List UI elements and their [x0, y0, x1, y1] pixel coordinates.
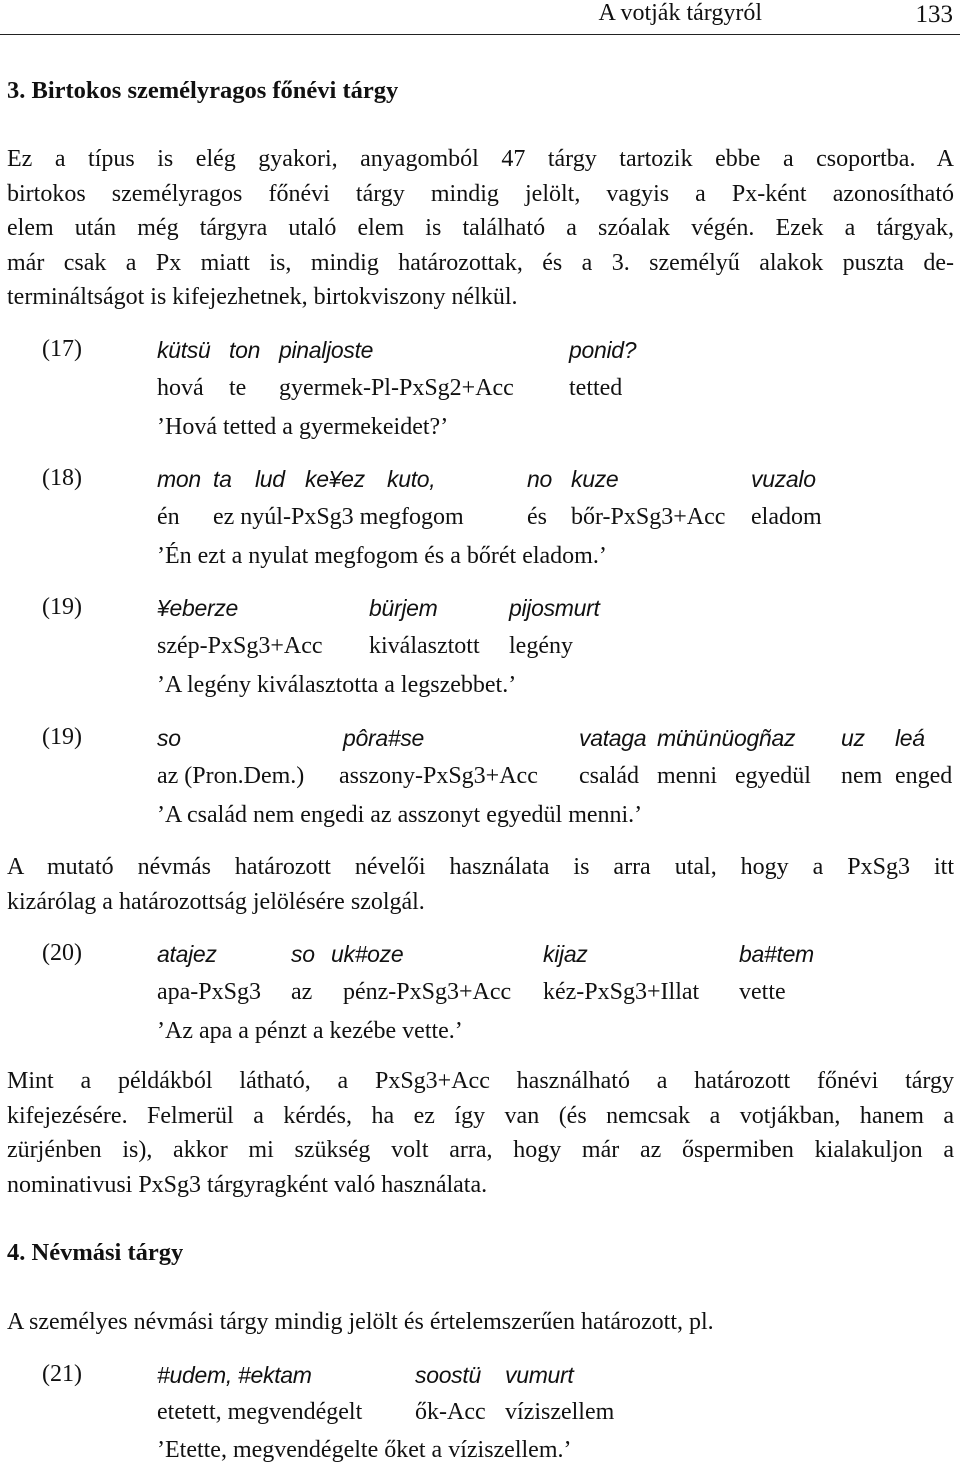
- example-translation: ’Az apa a pénzt a kezébe vette.’: [157, 1018, 463, 1044]
- source-word: #udem, #ektam: [157, 1362, 312, 1388]
- paragraph-2: [7, 850, 954, 919]
- gloss-word: kiválasztott: [369, 633, 480, 659]
- source-word: bürjem: [369, 595, 438, 621]
- gloss-word: tetted: [569, 375, 623, 401]
- gloss-word: etetett, megvendégelt: [157, 1399, 363, 1425]
- source-word: ba#tem: [739, 941, 814, 967]
- example-number: (19): [42, 724, 82, 750]
- section-heading-4: 4. Névmási tárgy: [7, 1239, 184, 1266]
- example-translation: ’A család nem engedi az asszonyt egyedül menni.’: [157, 802, 643, 828]
- source-word: pinaljoste: [279, 337, 374, 363]
- source-word: uz: [841, 725, 865, 751]
- paragraph-3: [7, 1064, 954, 1202]
- source-word: so: [291, 941, 315, 967]
- source-word: soostü: [415, 1362, 481, 1388]
- paragraph-line: kizárólag a határozottság jelölésére szolgál.: [7, 888, 425, 915]
- gloss-word: te: [229, 375, 247, 401]
- source-word: kijaz: [543, 941, 588, 967]
- source-word: kütsü: [157, 337, 211, 363]
- paragraph-line: zürjénben is), akkor mi szükség volt arra, hogy már az őspermiben kialakuljon a: [7, 1137, 954, 1163]
- running-header: [0, 0, 960, 35]
- source-word: ke¥ez: [305, 466, 365, 492]
- gloss-word: bőr-PxSg3+Acc: [571, 504, 726, 530]
- source-word: lud: [255, 466, 285, 492]
- example-number: (18): [42, 465, 82, 491]
- source-word: vumurt: [505, 1362, 574, 1388]
- gloss-word: gyermek-Pl-PxSg2+Acc: [279, 375, 514, 401]
- example-number: (20): [42, 940, 82, 966]
- paragraph-line: kifejezésére. Felmerül a kérdés, ha ez így van (és nemcsak a votjákban, hanem a: [7, 1102, 954, 1129]
- paragraph-line: termináltságot is kifejezhetnek, birtokviszony nélkül.: [7, 284, 518, 310]
- source-word: so: [157, 725, 181, 751]
- source-word: uk#oze: [331, 941, 404, 967]
- example-translation: ’Etette, megvendégelte őket a víziszellem.’: [157, 1437, 572, 1463]
- source-word: vuzalo: [751, 466, 816, 492]
- example-translation: ’Hová tetted a gyermekeidet?’: [157, 414, 449, 440]
- paragraph-1: [7, 142, 954, 315]
- source-word: nüogñaz: [709, 725, 796, 751]
- example-number: (19): [42, 594, 82, 620]
- example-translation: ’Én ezt a nyulat megfogom és a bőrét eladom.’: [157, 543, 607, 569]
- paragraph-line: Ez a típus is elég gyakori, anyagomból 47 tárgy tartozik ebbe a csoportba. A: [7, 146, 954, 172]
- example-number: (17): [42, 336, 82, 362]
- gloss-word: víziszellem: [505, 1399, 615, 1425]
- gloss-word: az (Pron.Dem.): [157, 763, 305, 789]
- paragraph-line: A mutató névmás határozott névelői használata is arra utal, hogy a PxSg3 itt: [7, 854, 954, 880]
- gloss-word: nem: [841, 763, 883, 789]
- gloss-word: és: [527, 504, 547, 530]
- source-word: no: [527, 466, 552, 492]
- page-number: 133: [915, 1, 953, 28]
- source-word: atajez: [157, 941, 217, 967]
- gloss-word: én: [157, 504, 180, 530]
- source-word: mon: [157, 466, 201, 492]
- source-word: ponid?: [569, 337, 637, 363]
- gloss-word: enged: [895, 763, 953, 789]
- running-title: A votják tárgyról: [598, 0, 762, 26]
- paragraph-line: Mint a példákból látható, a PxSg3+Acc használható a határozott főnévi tárgy: [7, 1068, 954, 1094]
- source-word: pôra#se: [343, 725, 425, 751]
- source-word: vataga: [579, 725, 647, 751]
- source-word: ta: [213, 466, 232, 492]
- gloss-word: eladom: [751, 504, 822, 530]
- gloss-word: vette: [739, 979, 786, 1005]
- gloss-word: asszony-PxSg3+Acc: [339, 763, 538, 789]
- gloss-word: szép-PxSg3+Acc: [157, 633, 323, 659]
- section-heading-3: 3. Birtokos személyragos főnévi tárgy: [7, 77, 399, 104]
- paragraph-4: [7, 1305, 954, 1340]
- gloss-word: menni: [657, 763, 717, 789]
- paragraph-line: A személyes névmási tárgy mindig jelölt és értelemszerűen határozott, pl.: [7, 1309, 714, 1335]
- gloss-word: az: [291, 979, 313, 1005]
- gloss-word: ők-Acc: [415, 1399, 486, 1425]
- gloss-word: legény: [509, 633, 573, 659]
- paragraph-line: nominativusi PxSg3 tárgyragként való használata.: [7, 1171, 488, 1198]
- gloss-word: apa-PxSg3: [157, 979, 261, 1005]
- source-word: pijosmurt: [509, 595, 600, 621]
- example-number: (21): [42, 1361, 82, 1387]
- gloss-word: kéz-PxSg3+Illat: [543, 979, 700, 1005]
- source-word: kuze: [571, 466, 619, 492]
- paragraph-line: már csak a Px miatt is, mindig határozottak, és a 3. személyű alakok puszta de-: [7, 249, 954, 276]
- gloss-word: hová: [157, 375, 204, 401]
- source-word: leá: [895, 725, 925, 751]
- paragraph-line: elem után még tárgyra utaló elem is található a szóalak végén. Ezek a tárgyak,: [7, 215, 954, 241]
- source-word: nü: [683, 725, 708, 751]
- gloss-word: család: [579, 763, 639, 789]
- gloss-word: pénz-PxSg3+Acc: [343, 979, 512, 1005]
- source-word: ton: [229, 337, 261, 363]
- gloss-word: egyedül: [735, 763, 811, 789]
- source-word: mü: [657, 725, 689, 751]
- gloss-word: ez nyúl-PxSg3 megfogom: [213, 504, 464, 530]
- paragraph-line: birtokos személyragos főnévi tárgy mindig jelölt, vagyis a Px-ként azonosítható: [7, 180, 954, 207]
- source-word: kuto,: [387, 466, 436, 492]
- source-word: ¥eberze: [157, 595, 239, 621]
- example-translation: ’A legény kiválasztotta a legszebbet.’: [157, 672, 517, 698]
